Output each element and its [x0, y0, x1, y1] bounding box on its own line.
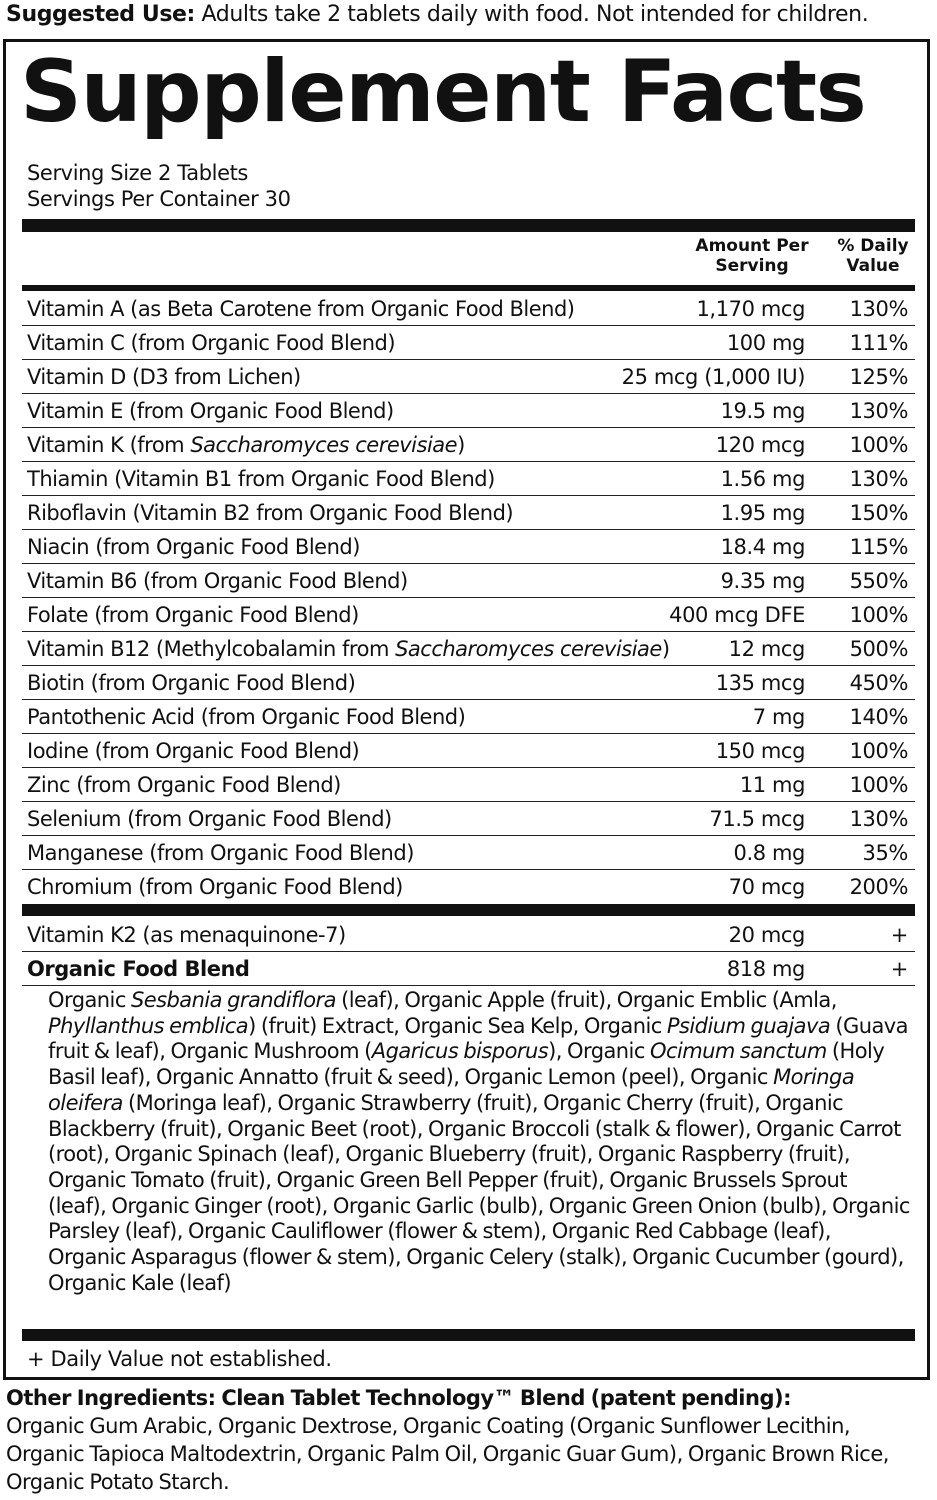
nutrient-name: Vitamin C (from Organic Food Blend) [27, 331, 396, 355]
extra-name: Organic Food Blend [27, 957, 250, 981]
thick-divider-top [22, 219, 915, 232]
nutrient-daily-value: 550% [849, 569, 908, 593]
extra-name: Vitamin K2 (as menaquinone-7) [27, 923, 346, 947]
nutrient-daily-value: 140% [849, 705, 908, 729]
nutrient-row [22, 326, 915, 360]
nutrient-name: Vitamin E (from Organic Food Blend) [27, 399, 394, 423]
nutrient-amount: 0.8 mg [733, 841, 805, 865]
nutrient-amount: 1,170 mcg [696, 297, 805, 321]
nutrient-daily-value: 115% [849, 535, 908, 559]
other-ingredients [6, 1384, 931, 1496]
nutrient-row [22, 700, 915, 734]
nutrient-name: Manganese (from Organic Food Blend) [27, 841, 414, 865]
nutrient-amount: 19.5 mg [720, 399, 805, 423]
nutrient-name: Pantothenic Acid (from Organic Food Blend) [27, 705, 466, 729]
nutrient-amount: 12 mcg [728, 637, 805, 661]
header-amount-per-serving: Amount Per Serving [695, 236, 809, 276]
nutrient-amount: 7 mg [752, 705, 805, 729]
nutrient-row [22, 598, 915, 632]
nutrient-daily-value: 125% [849, 365, 908, 389]
nutrient-daily-value: 130% [849, 467, 908, 491]
nutrient-amount: 71.5 mcg [709, 807, 805, 831]
nutrient-row [22, 462, 915, 496]
nutrient-row [22, 632, 915, 666]
nutrient-name: Chromium (from Organic Food Blend) [27, 875, 403, 899]
extra-daily-value: + [890, 923, 908, 947]
nutrient-name: Vitamin K (from Saccharomyces cerevisiae) [27, 433, 465, 457]
nutrient-name: Selenium (from Organic Food Blend) [27, 807, 392, 831]
nutrient-row [22, 292, 915, 326]
nutrient-name: Vitamin B12 (Methylcobalamin from Saccharomyces cerevisiae) [27, 637, 670, 661]
nutrient-name: Vitamin B6 (from Organic Food Blend) [27, 569, 408, 593]
serving-size: Serving Size 2 Tablets [27, 161, 248, 185]
nutrient-name: Zinc (from Organic Food Blend) [27, 773, 341, 797]
header-daily-value: % Daily Value [837, 236, 909, 276]
nutrient-amount: 1.56 mg [720, 467, 805, 491]
nutrient-name: Thiamin (Vitamin B1 from Organic Food Blend) [27, 467, 495, 491]
nutrient-amount: 120 mcg [715, 433, 805, 457]
nutrient-amount: 1.95 mg [720, 501, 805, 525]
nutrient-daily-value: 150% [849, 501, 908, 525]
extra-row [22, 952, 915, 986]
nutrient-row [22, 530, 915, 564]
nutrient-name: Riboflavin (Vitamin B2 from Organic Food Blend) [27, 501, 514, 525]
nutrient-row [22, 734, 915, 768]
thick-divider-bottom [22, 1329, 915, 1341]
other-ingredients-text: Organic Gum Arabic, Organic Dextrose, Organic Coating (Organic Sunflower Lecithin, Organic Tapioca Maltodextrin, Organic Palm Oil, Organic Guar Gum), Organic Brown Rice, Organic Potato Starch. [6, 1414, 889, 1494]
nutrient-daily-value: 100% [849, 773, 908, 797]
nutrient-name: Folate (from Organic Food Blend) [27, 603, 359, 627]
nutrient-amount: 9.35 mg [720, 569, 805, 593]
nutrient-daily-value: 100% [849, 603, 908, 627]
extra-amount: 818 mg [726, 957, 805, 981]
nutrient-amount: 70 mcg [728, 875, 805, 899]
nutrient-daily-value: 200% [849, 875, 908, 899]
header-divider [22, 285, 915, 291]
nutrient-amount: 135 mcg [715, 671, 805, 695]
nutrient-amount: 400 mcg DFE [669, 603, 805, 627]
nutrient-daily-value: 35% [862, 841, 908, 865]
nutrient-name: Vitamin A (as Beta Carotene from Organic Food Blend) [27, 297, 575, 321]
nutrient-name: Iodine (from Organic Food Blend) [27, 739, 360, 763]
nutrient-row [22, 870, 915, 904]
nutrient-row [22, 666, 915, 700]
nutrient-daily-value: 500% [849, 637, 908, 661]
nutrient-amount: 11 mg [739, 773, 805, 797]
nutrient-row [22, 802, 915, 836]
other-ingredients-label: Other Ingredients: Clean Tablet Technology™ Blend (patent pending): [6, 1386, 791, 1410]
nutrient-daily-value: 111% [849, 331, 908, 355]
nutrient-row [22, 564, 915, 598]
nutrient-daily-value: 100% [849, 433, 908, 457]
extra-amount: 20 mcg [728, 923, 805, 947]
nutrient-row [22, 394, 915, 428]
nutrient-daily-value: 130% [849, 297, 908, 321]
nutrient-row [22, 428, 915, 462]
nutrient-name: Niacin (from Organic Food Blend) [27, 535, 360, 559]
servings-per-container: Servings Per Container 30 [27, 187, 291, 211]
nutrient-amount: 100 mg [726, 331, 805, 355]
nutrient-daily-value: 130% [849, 807, 908, 831]
nutrient-name: Biotin (from Organic Food Blend) [27, 671, 356, 695]
nutrient-daily-value: 130% [849, 399, 908, 423]
extra-daily-value: + [890, 957, 908, 981]
nutrient-row [22, 836, 915, 870]
nutrient-amount: 18.4 mg [720, 535, 805, 559]
nutrient-daily-value: 450% [849, 671, 908, 695]
nutrient-amount: 25 mcg (1,000 IU) [621, 365, 805, 389]
nutrient-name: Vitamin D (D3 from Lichen) [27, 365, 301, 389]
nutrient-row [22, 360, 915, 394]
suggested-use [6, 0, 931, 30]
nutrient-row [22, 768, 915, 802]
nutrient-daily-value: 100% [849, 739, 908, 763]
organic-food-blend-ingredients: Organic Sesbania grandiflora (leaf), Organic Apple (fruit), Organic Emblic (Amla, Phyllanthus emblica) (fruit) Extract, Organic Sea Kelp, Organic Psidium guajava (Guava fruit & leaf), Organic Mushroom (Agaricus bisporus), Organic Ocimum sanctum (Holy Basil leaf), Organic Annatto (fruit & seed), Organic Lemon (peel), Organic Moringa oleifera (Moringa leaf), Organic Strawberry (fruit), Organic Cherry (fruit), Organic Blackberry (fruit), Organic Beet (root), Organic Broccoli (stalk & flower), Organic Carrot (root), Organic Spinach (leaf), Organic Blueberry (fruit), Organic Raspberry (fruit), Organic Tomato (fruit), Organic Green Bell Pepper (fruit), Organic Brussels Sprout (leaf), Organic Ginger (root), Organic Garlic (bulb), Organic Green Onion (bulb), Organic Parsley (leaf), Organic Cauliflower (flower & stem), Organic Red Cabbage (leaf), Organic Asparagus (flower & stem), Organic Celery (stalk), Organic Cucumber (gourd), Organic Kale (leaf) [48, 988, 910, 1295]
suggested-use-text: Adults take 2 tablets daily with food. Not intended for children. [194, 2, 869, 27]
suggested-use-label: Suggested Use: [6, 2, 195, 27]
thick-divider-middle [22, 904, 915, 916]
extra-row [22, 918, 915, 952]
nutrient-row [22, 496, 915, 530]
nutrient-amount: 150 mcg [715, 739, 805, 763]
panel-title: Supplement Facts [20, 42, 866, 142]
footnote: + Daily Value not established. [27, 1347, 332, 1371]
